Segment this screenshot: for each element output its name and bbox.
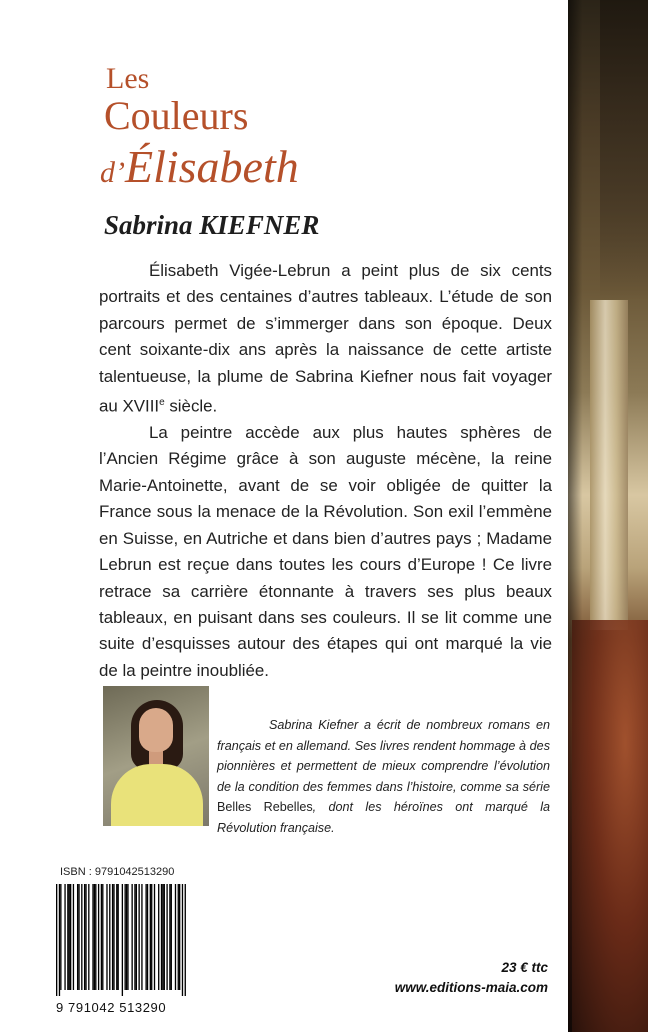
bio-series: Belles Rebelles [217, 800, 313, 815]
barcode [56, 884, 186, 996]
barcode-digits: 9 791042 513290 [56, 1000, 167, 1015]
title-line-1: Les [106, 62, 150, 95]
blurb-paragraph-2: La peintre accède aux plus hautes sphères de l’Ancien Régime grâce à son auguste mécène, la reine Marie-Antoinette, avant de se voir obligée de quitter la France sous la menace de la Révolution. Son exil l’emmène en Suisse, en Autriche et dans bien d’autres pays ; Madame Lebrun est reçue dans toutes les cours d’Europe ! Ce livre retrace sa carrière étonnante à travers ses plus beaux tableaux, en puisant dans ses couleurs. Il se lit comme une suite d’esquisses autour des étapes qui ont marqué la vie de la peintre inoubliée. [99, 423, 552, 680]
painting-drape [572, 620, 648, 1032]
isbn-label: ISBN : 9791042513290 [60, 866, 175, 878]
bio-text: Sabrina Kiefner a écrit de nombreux romans en français et en allemand. Ses livres rendent hommage à des pionnières et permettent de mieux comprendre l’évolution de la condition des femmes dans l’histoire, comme sa série [217, 718, 550, 794]
blurb [99, 258, 552, 684]
title-name: Élisabeth [125, 141, 299, 192]
barcode-bars [56, 884, 186, 996]
blurb-paragraph-1 [99, 258, 552, 420]
price: 23 € ttc [501, 960, 548, 975]
author-name: Sabrina KIEFNER [104, 210, 320, 240]
bio-text-end: , dont les héroïnes ont marqué la Révolution française. [217, 800, 550, 835]
title-line-3 [100, 140, 299, 193]
author-photo [103, 686, 209, 826]
painting-shadow [600, 0, 648, 300]
title-line-2: Couleurs [104, 93, 249, 138]
painting-column [590, 300, 628, 630]
blurb-p1-end: siècle. [164, 396, 218, 416]
author-bio-paragraph [217, 715, 550, 839]
author-bio [217, 715, 550, 839]
publisher-website: www.editions-maia.com [394, 980, 548, 995]
title-prefix: d’ [100, 156, 125, 189]
blurb-p1-sup: e [159, 397, 165, 409]
blurb-p1-text: Élisabeth Vigée-Lebrun a peint plus de six cents portraits et des centaines d’autres tableaux. L’étude de son parcours permet de s’immerger dans son époque. Deux cent soixante-dix ans après la naissance de cette artiste talentueuse, la plume de Sabrina Kiefner nous fait voyager au XVIII [99, 261, 552, 416]
